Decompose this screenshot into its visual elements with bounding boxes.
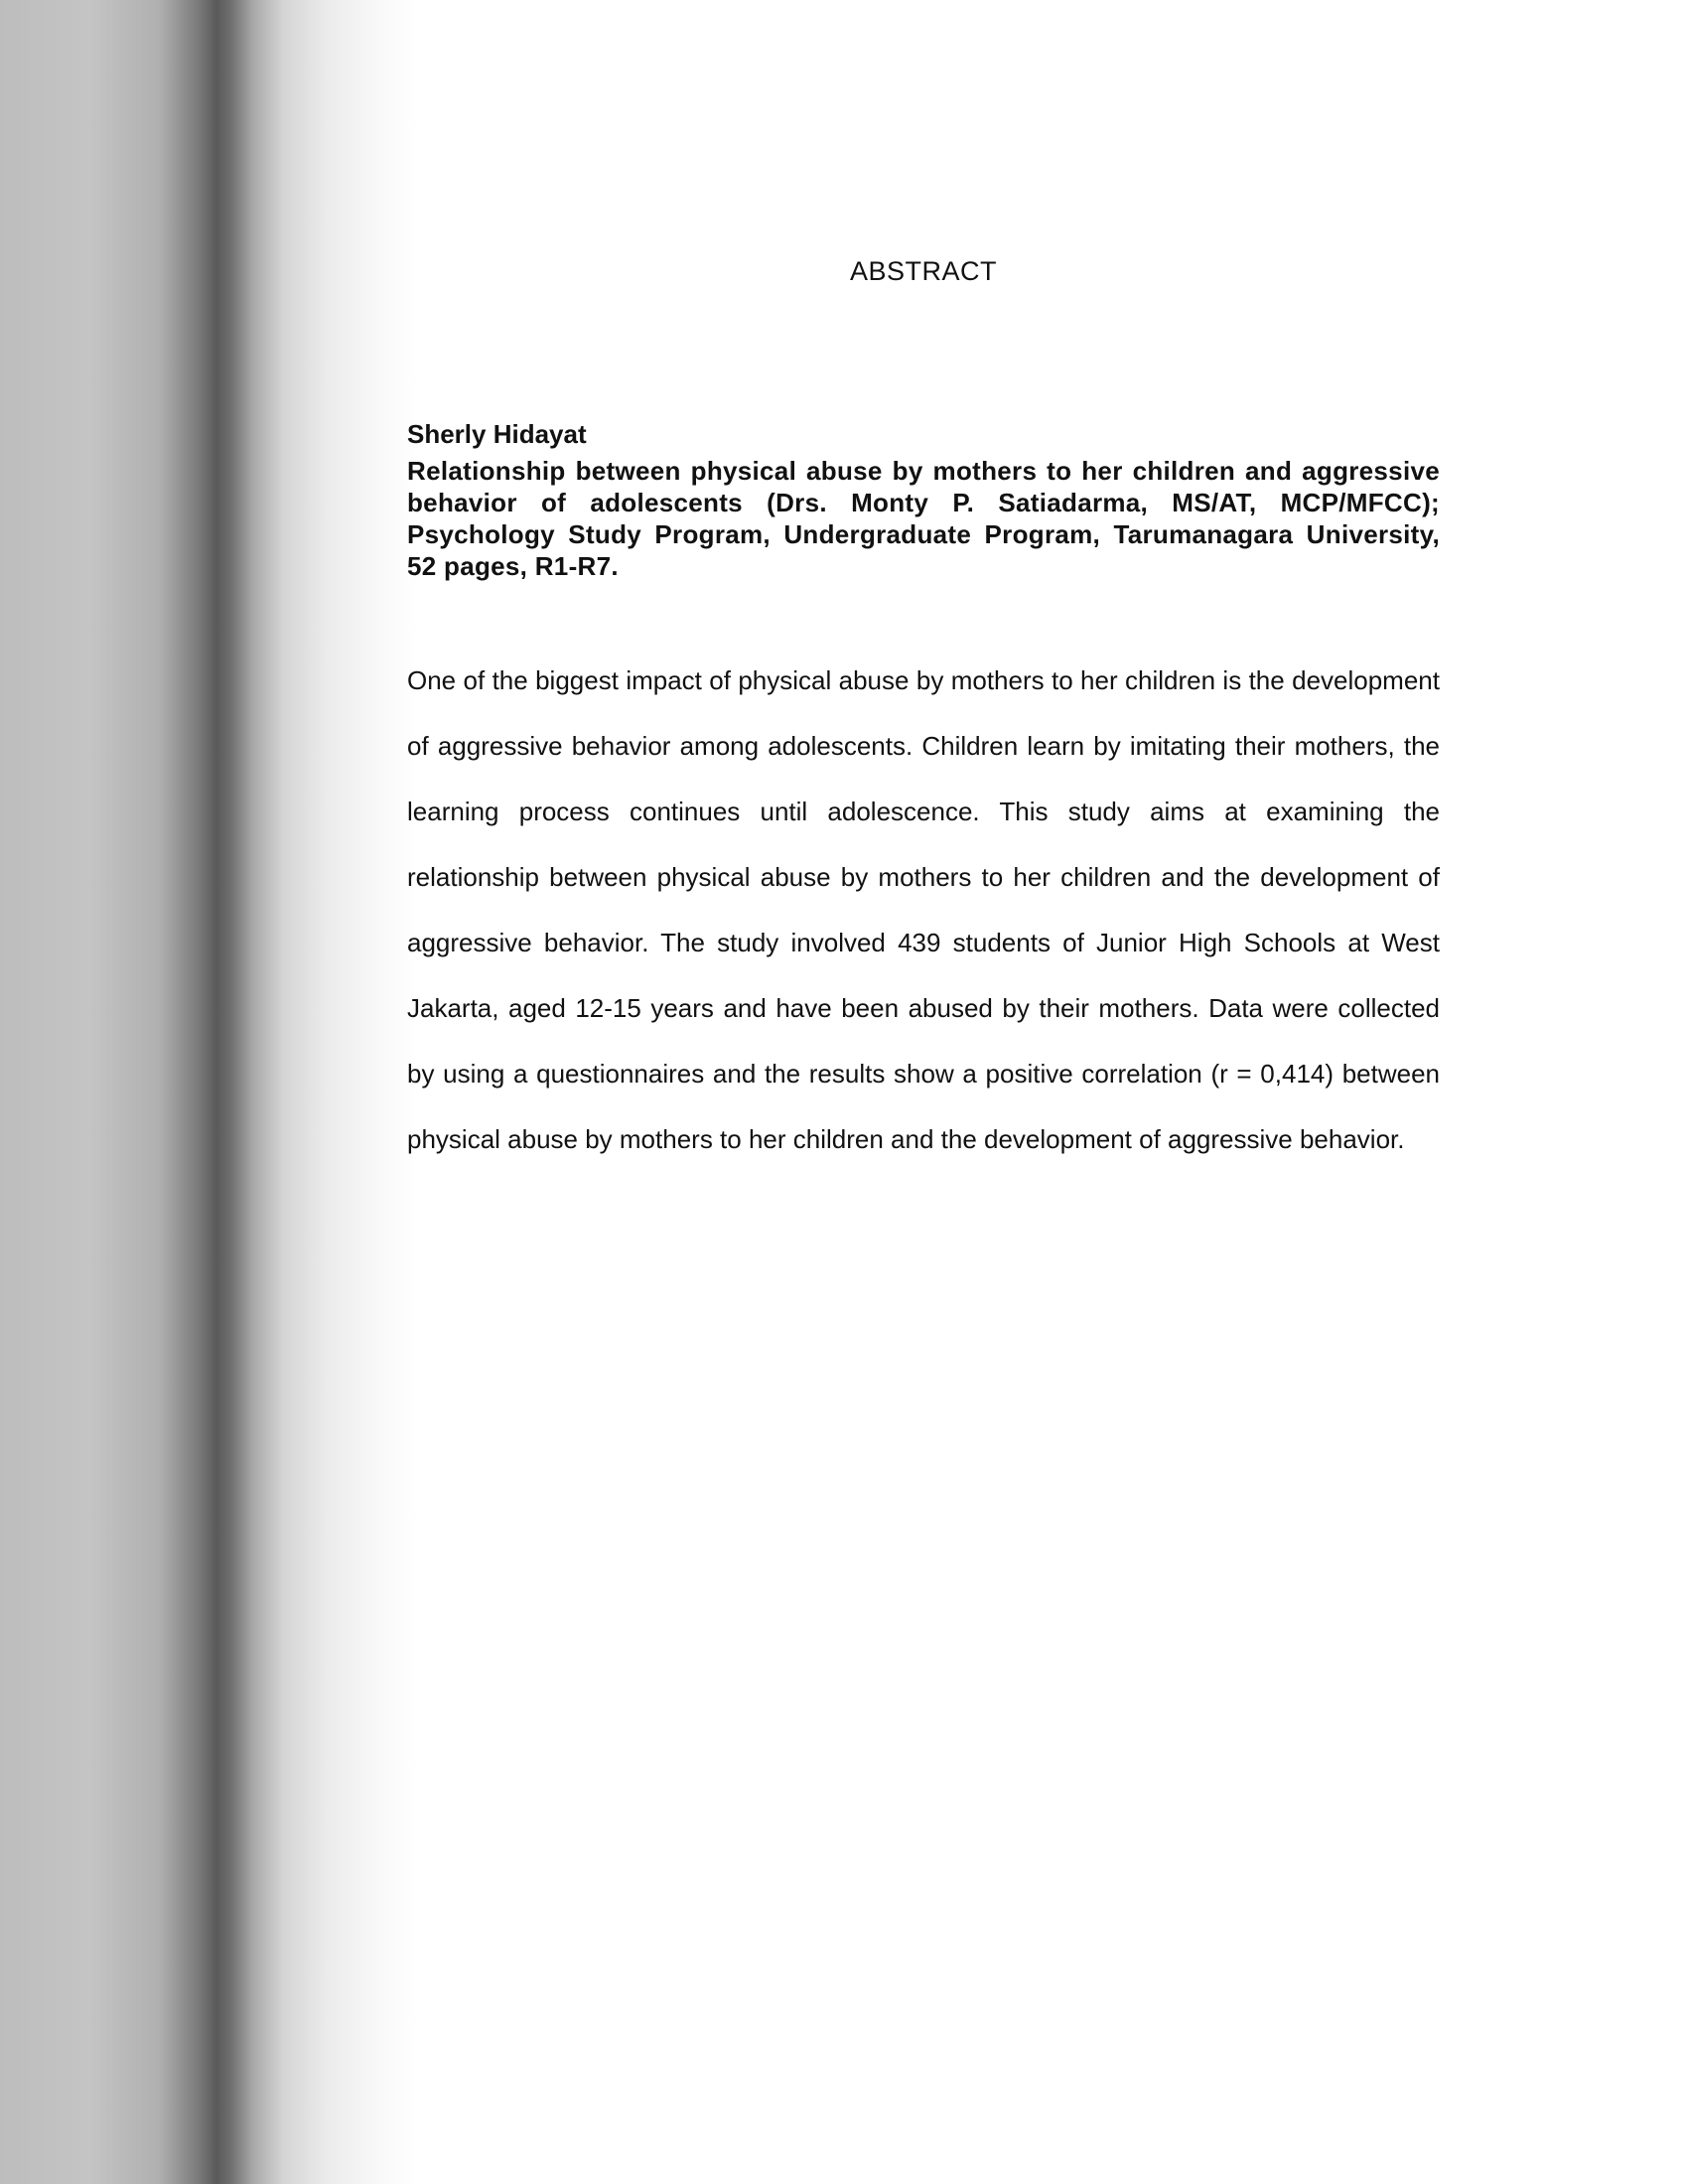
abstract-body: One of the biggest impact of physical abuse by mothers to her children is the development of aggressive behavior among adolescents. Children learn by imitating their mothers, the learning process continues until adolescence. This study aims at examining the relationship between physical abuse by mothers to her children and the development of aggressive behavior. The study involved 439 students of Junior High Schools at West Jakarta, aged 12-15 years and have been abused by their mothers. Data were collected by using a questionnaires and the results show a positive correlation (r = 0,414) between physical abuse by mothers to her children and the development of aggressive behavior. [407,665,1440,1154]
abstract-heading: ABSTRACT [849,256,998,286]
author-name: Sherly Hidayat [407,419,587,449]
thesis-citation: Relationship between physical abuse by mothers to her children and aggressive behavior of adolescents (Drs. Monty P. Satiadarma, MS/AT, MCP/MFCC); Psychology Study Program, Undergraduate Program, Tarumanagara University, 52 pages, R1-R7. [407,456,1440,581]
